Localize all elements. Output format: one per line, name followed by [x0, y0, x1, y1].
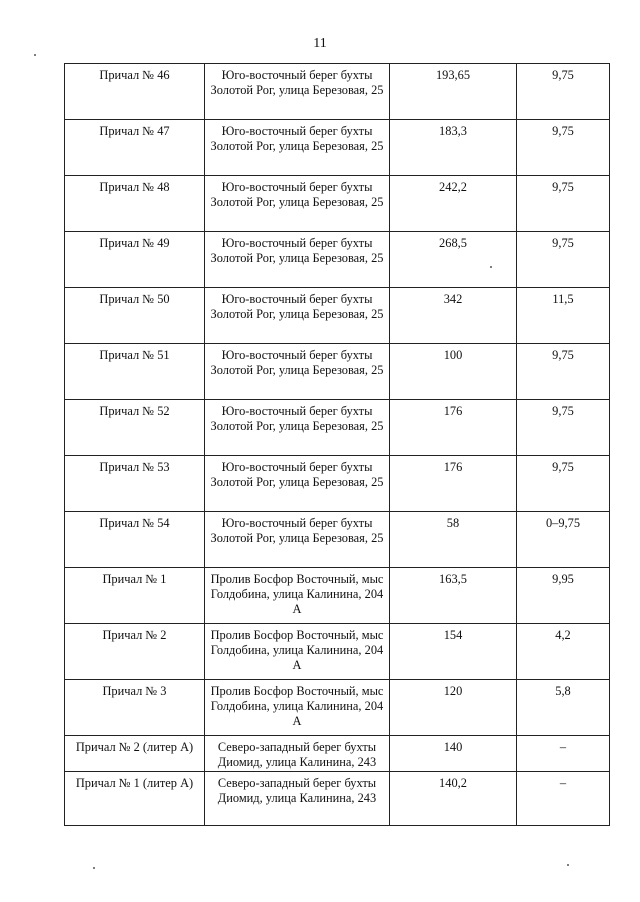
- table-row: [65, 400, 610, 456]
- berth-name-cell: Причал № 2: [65, 624, 205, 680]
- berth-length-cell: 100: [390, 344, 517, 400]
- berth-location-cell: Юго-восточный берег бухты Золотой Рог, улица Березовая, 25: [205, 120, 390, 176]
- table-row: [65, 624, 610, 680]
- berth-depth-cell: 11,5: [517, 288, 610, 344]
- berth-length-cell: 163,5: [390, 568, 517, 624]
- table-row: [65, 736, 610, 772]
- berth-depth-cell: 0–9,75: [517, 512, 610, 568]
- berth-location-cell: Юго-восточный берег бухты Золотой Рог, улица Березовая, 25: [205, 344, 390, 400]
- berth-depth-cell: 4,2: [517, 624, 610, 680]
- berth-depth-cell: –: [517, 736, 610, 772]
- berth-name-cell: Причал № 52: [65, 400, 205, 456]
- berth-location-cell: Юго-восточный берег бухты Золотой Рог, улица Березовая, 25: [205, 176, 390, 232]
- table-row: [65, 344, 610, 400]
- berth-depth-cell: 9,75: [517, 400, 610, 456]
- berth-depth-cell: 9,75: [517, 64, 610, 120]
- berth-length-cell: 342: [390, 288, 517, 344]
- berth-name-cell: Причал № 49: [65, 232, 205, 288]
- berth-depth-cell: 9,75: [517, 120, 610, 176]
- berth-name-cell: Причал № 1: [65, 568, 205, 624]
- berth-depth-cell: 9,75: [517, 176, 610, 232]
- berth-depth-cell: 9,75: [517, 456, 610, 512]
- berth-length-cell: 183,3: [390, 120, 517, 176]
- table-row: [65, 176, 610, 232]
- berth-location-cell: Юго-восточный берег бухты Золотой Рог, улица Березовая, 25: [205, 232, 390, 288]
- berth-name-cell: Причал № 1 (литер А): [65, 772, 205, 826]
- berth-length-cell: 242,2: [390, 176, 517, 232]
- berth-location-cell: Юго-восточный берег бухты Золотой Рог, улица Березовая, 25: [205, 512, 390, 568]
- berth-location-cell: Пролив Босфор Восточный, мыс Голдобина, улица Калинина, 204 А: [205, 680, 390, 736]
- berth-location-cell: Юго-восточный берег бухты Золотой Рог, улица Березовая, 25: [205, 288, 390, 344]
- berth-depth-cell: 9,75: [517, 232, 610, 288]
- berth-length-cell: 176: [390, 400, 517, 456]
- berth-length-cell: 58: [390, 512, 517, 568]
- scan-speck: [34, 54, 36, 56]
- berth-name-cell: Причал № 3: [65, 680, 205, 736]
- table-row: [65, 64, 610, 120]
- table-row: [65, 772, 610, 826]
- berth-location-cell: Пролив Босфор Восточный, мыс Голдобина, улица Калинина, 204 А: [205, 624, 390, 680]
- berth-name-cell: Причал № 51: [65, 344, 205, 400]
- scan-speck: [567, 864, 569, 866]
- table-row: [65, 568, 610, 624]
- berth-length-cell: 176: [390, 456, 517, 512]
- scan-speck: [93, 867, 95, 869]
- berth-name-cell: Причал № 53: [65, 456, 205, 512]
- berth-location-cell: Юго-восточный берег бухты Золотой Рог, улица Березовая, 25: [205, 456, 390, 512]
- berth-table: [64, 63, 610, 826]
- berth-name-cell: Причал № 54: [65, 512, 205, 568]
- berth-length-cell: 268,5: [390, 232, 517, 288]
- berth-length-cell: 140,2: [390, 772, 517, 826]
- berth-location-cell: Пролив Босфор Восточный, мыс Голдобина, улица Калинина, 204 А: [205, 568, 390, 624]
- berth-name-cell: Причал № 48: [65, 176, 205, 232]
- table-row: [65, 288, 610, 344]
- table-row: [65, 512, 610, 568]
- berth-location-cell: Юго-восточный берег бухты Золотой Рог, улица Березовая, 25: [205, 64, 390, 120]
- berth-depth-cell: –: [517, 772, 610, 826]
- berth-depth-cell: 9,75: [517, 344, 610, 400]
- berth-name-cell: Причал № 2 (литер А): [65, 736, 205, 772]
- berth-location-cell: Северо-западный берег бухты Диомид, улица Калинина, 243: [205, 772, 390, 826]
- berth-depth-cell: 5,8: [517, 680, 610, 736]
- scan-speck: [490, 266, 492, 268]
- berth-location-cell: Северо-западный берег бухты Диомид, улица Калинина, 243: [205, 736, 390, 772]
- page-number: 11: [313, 36, 327, 51]
- table-row: [65, 680, 610, 736]
- table-row: [65, 232, 610, 288]
- table-row: [65, 456, 610, 512]
- berth-name-cell: Причал № 50: [65, 288, 205, 344]
- berth-name-cell: Причал № 46: [65, 64, 205, 120]
- berth-depth-cell: 9,95: [517, 568, 610, 624]
- berth-location-cell: Юго-восточный берег бухты Золотой Рог, улица Березовая, 25: [205, 400, 390, 456]
- berth-length-cell: 120: [390, 680, 517, 736]
- berth-length-cell: 154: [390, 624, 517, 680]
- berth-table-body: [65, 64, 610, 826]
- berth-name-cell: Причал № 47: [65, 120, 205, 176]
- berth-length-cell: 193,65: [390, 64, 517, 120]
- table-row: [65, 120, 610, 176]
- berth-length-cell: 140: [390, 736, 517, 772]
